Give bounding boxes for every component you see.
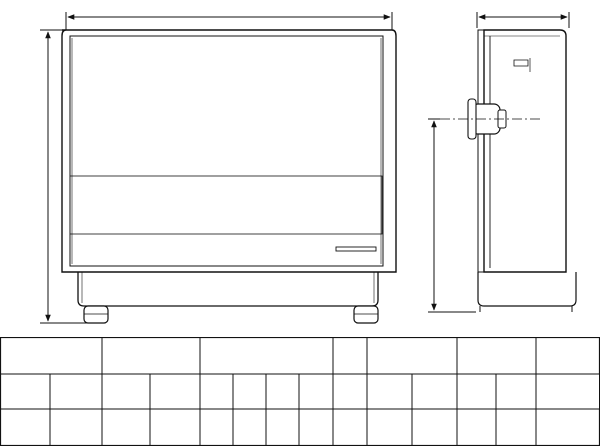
dimension-b	[66, 12, 392, 30]
spec-table	[0, 337, 600, 446]
feet	[84, 306, 378, 323]
heater-side-view	[428, 12, 576, 312]
heater-front-view	[62, 30, 396, 323]
dimension-a	[40, 30, 90, 323]
nameplate	[336, 247, 376, 251]
